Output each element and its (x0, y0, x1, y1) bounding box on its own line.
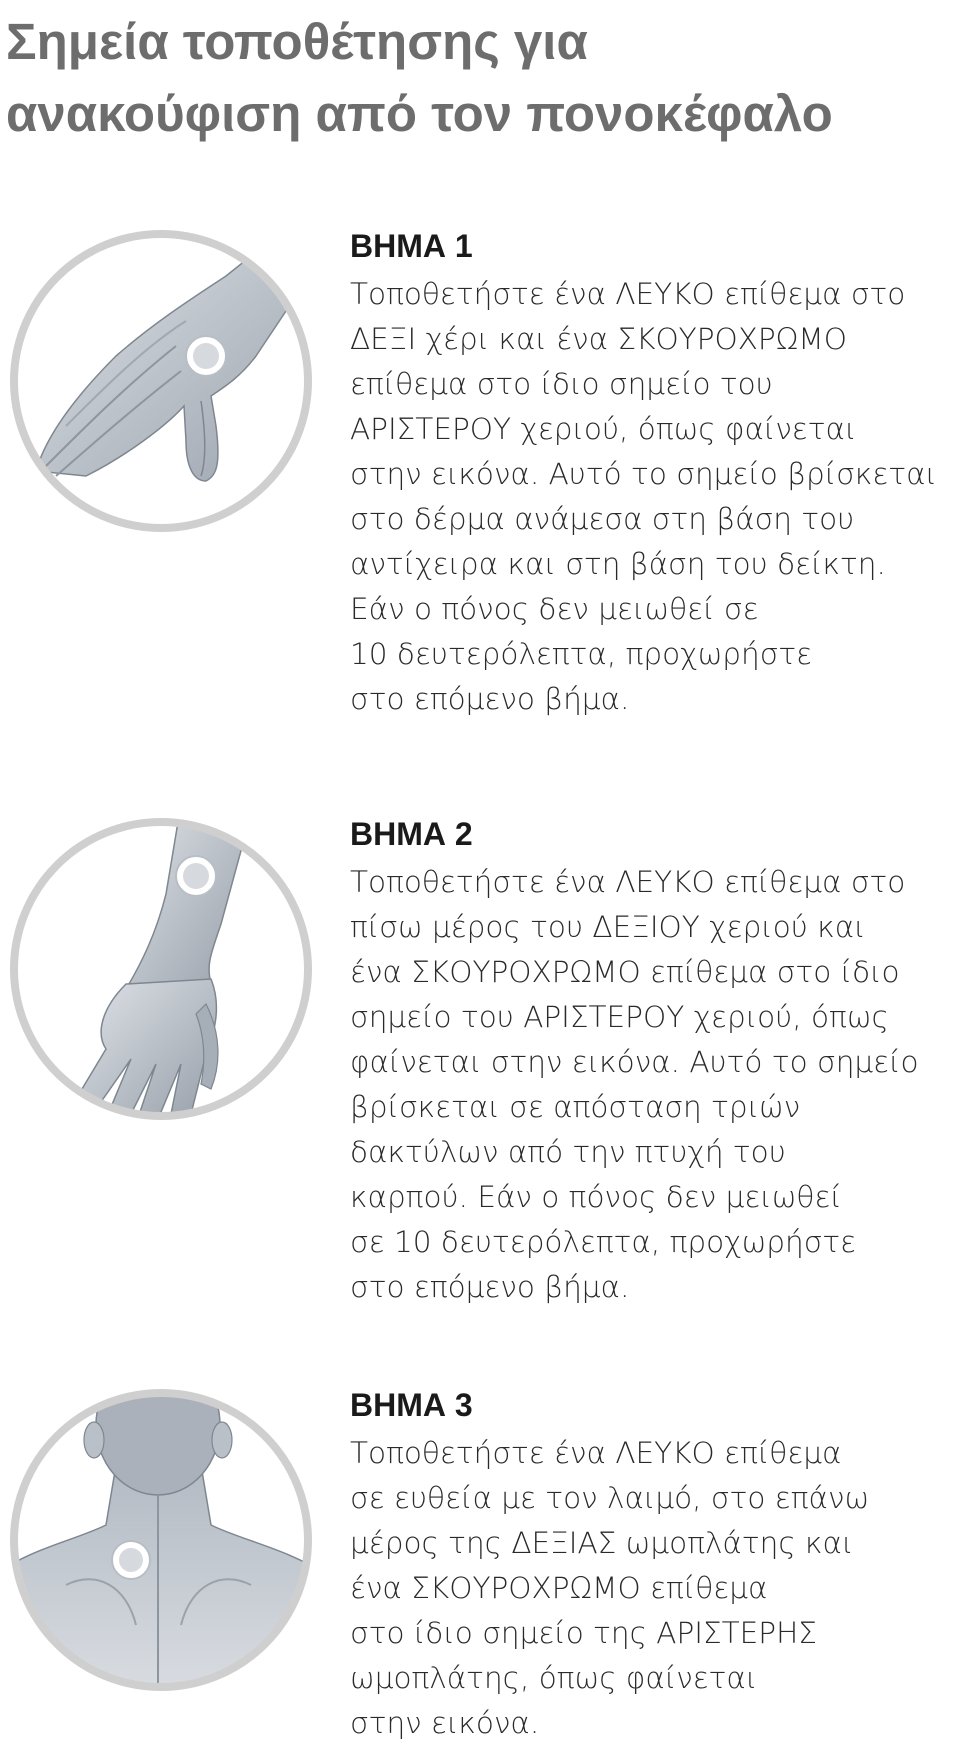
step-3-body (350, 1431, 950, 1746)
step-1-line: στην εικόνα. Αυτό το σημείο βρίσκεται (350, 457, 937, 491)
step-3-text (350, 1385, 950, 1746)
step-1-line: 10 δευτερόλεπτα, προχωρήστε (350, 637, 813, 671)
step-2-line: σε 10 δευτερόλεπτα, προχωρήστε (350, 1225, 857, 1259)
step-2-line: δακτύλων από την πτυχή του (350, 1135, 786, 1169)
step-2-line: σημείο του ΑΡΙΣΤΕΡΟΥ χεριού, όπως (350, 1000, 889, 1034)
step-1-line: Εάν ο πόνος δεν μειωθεί σε (350, 592, 759, 626)
hand-between-thumb-index-icon (6, 226, 316, 536)
step-2-line: καρπού. Εάν ο πόνος δεν μειωθεί (350, 1180, 842, 1214)
step-2-line: βρίσκεται σε απόσταση τριών (350, 1090, 801, 1124)
step-2-body (350, 860, 950, 1310)
step-1-line: αντίχειρα και στη βάση του δείκτη. (350, 547, 886, 581)
step-2-line: φαίνεται στην εικόνα. Αυτό το σημείο (350, 1045, 919, 1079)
page-title (6, 6, 833, 150)
step-3-line: ένα ΣΚΟΥΡΟΧΡΩΜΟ επίθεμα (350, 1571, 768, 1605)
step-1-body (350, 272, 950, 722)
step-2-line: ένα ΣΚΟΥΡΟΧΡΩΜΟ επίθεμα στο ίδιο (350, 955, 900, 989)
step-3-line: ωμοπλάτης, όπως φαίνεται (350, 1661, 758, 1695)
step-1-heading: ΒΗΜΑ 1 (350, 228, 473, 264)
step-2-line: Τοποθετήστε ένα ΛΕΥΚΟ επίθεμα στο (350, 865, 906, 899)
step-3-line: σε ευθεία με τον λαιμό, στο επάνω (350, 1481, 870, 1515)
step-3-line: στην εικόνα. (350, 1706, 540, 1740)
page-title-line-1: Σημεία τοποθέτησης για (6, 13, 588, 70)
neck-shoulder-back-icon (6, 1385, 316, 1695)
step-2-line: πίσω μέρος του ΔΕΞΙΟΥ χεριού και (350, 910, 866, 944)
page-title-line-2: ανακούφιση από τον πονοκέφαλο (6, 85, 833, 142)
step-2-heading: ΒΗΜΑ 2 (350, 816, 473, 852)
step-2-text (350, 814, 950, 1310)
step-1-line: επίθεμα στο ίδιο σημείο του (350, 367, 773, 401)
step-1-line: Τοποθετήστε ένα ΛΕΥΚΟ επίθεμα στο (350, 277, 906, 311)
step-1-text (350, 226, 950, 722)
step-1-line: στο δέρμα ανάμεσα στη βάση του (350, 502, 855, 536)
step-2-line: στο επόμενο βήμα. (350, 1270, 630, 1304)
step-1-line: ΔΕΞΙ χέρι και ένα ΣΚΟΥΡΟΧΡΩΜΟ (350, 322, 847, 356)
step-3-heading: ΒΗΜΑ 3 (350, 1387, 473, 1423)
step-3-line: μέρος της ΔΕΞΙΑΣ ωμοπλάτης και (350, 1526, 854, 1560)
back-of-hand-wrist-icon (6, 814, 316, 1124)
step-1-line: στο επόμενο βήμα. (350, 682, 630, 716)
step-1-line: ΑΡΙΣΤΕΡΟΥ χεριού, όπως φαίνεται (350, 412, 857, 446)
step-3-line: Τοποθετήστε ένα ΛΕΥΚΟ επίθεμα (350, 1436, 842, 1470)
step-3-line: στο ίδιο σημείο της ΑΡΙΣΤΕΡΗΣ (350, 1616, 817, 1650)
